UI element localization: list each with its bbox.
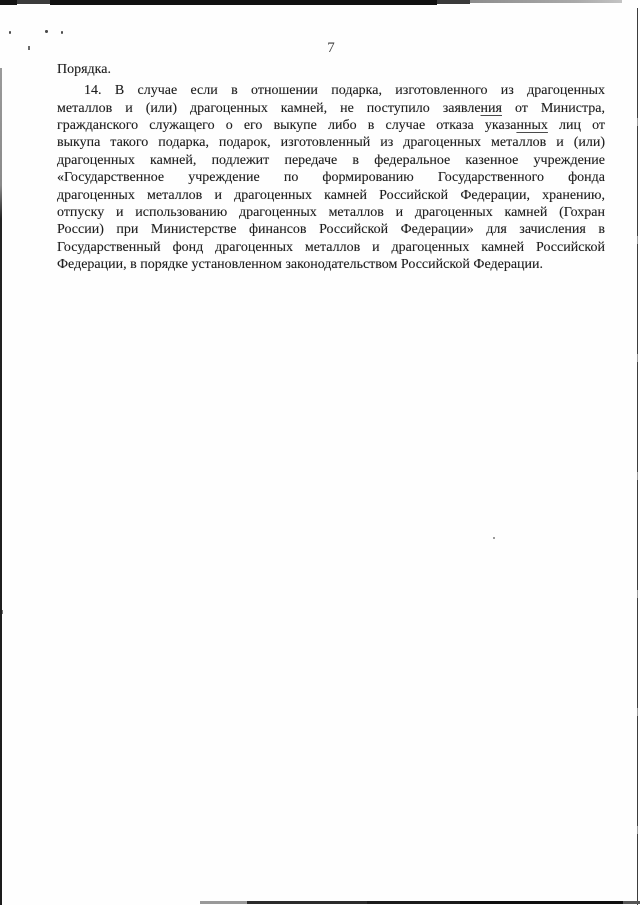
scan-artifact-top-bar xyxy=(470,0,622,3)
scan-speck xyxy=(28,46,30,50)
paragraph-line xyxy=(57,100,605,117)
line-text: металлов и (или) драгоценных камней, не поступило заявле xyxy=(57,100,481,116)
line-text: от Министра, xyxy=(501,100,606,116)
paragraph-last-line: Федерации, в порядке установленном законодательством Российской Федерации. xyxy=(57,257,544,273)
paragraph-line: выкупа такого подарка, подарок, изготовленный из драгоценных металлов и (или) xyxy=(57,135,605,151)
paragraph-end-line: Порядка. xyxy=(57,62,111,77)
underlined-text: ния xyxy=(480,100,502,116)
line-text: гражданского служащего о его выкупе либо в случае отказа указа xyxy=(57,117,517,133)
document-text-block xyxy=(57,61,605,273)
scan-speck xyxy=(45,30,48,33)
paragraph-line: «Государственное учреждение по формированию Государственного фонда xyxy=(57,170,605,186)
scan-artifact-top-bar xyxy=(0,0,17,5)
paragraph-line: России) при Министерстве финансов Российской Федерации» для зачисления в xyxy=(57,222,605,238)
scan-artifact-top-bar xyxy=(437,0,470,4)
paragraph-line: 14. В случае если в отношении подарка, изготовленного из драгоценных xyxy=(84,83,605,99)
paragraph-line: драгоценных камней, подлежит передаче в федеральное казенное учреждение xyxy=(57,152,605,168)
scan-speck xyxy=(9,31,11,34)
scan-artifact-bottom-bar xyxy=(247,901,367,904)
scan-artifact-bottom-bar xyxy=(200,901,247,904)
scan-speck xyxy=(2,610,3,614)
paragraph-line xyxy=(57,117,605,134)
paragraph-line: отпуску и использованию драгоценных металлов и драгоценных камней (Гохран xyxy=(57,204,605,220)
scan-artifact-left-edge-line xyxy=(0,68,2,905)
line-text: лиц от xyxy=(547,117,606,133)
underlined-text: нных xyxy=(516,117,548,133)
scan-artifact-bottom-bar xyxy=(367,901,460,904)
page-number: 7 xyxy=(327,40,335,56)
scan-speck xyxy=(61,31,63,34)
scan-artifact-bottom-bar xyxy=(623,901,640,904)
scan-artifact-top-bar xyxy=(50,0,437,5)
scan-artifact-right-edge-line xyxy=(637,8,639,905)
scan-speck xyxy=(493,537,495,539)
paragraph-line: драгоценных металлов и драгоценных камней Российской Федерации, хранению, xyxy=(57,187,605,203)
paragraph-line: Государственный фонд драгоценных металлов и драгоценных камней Российской xyxy=(57,239,605,255)
scan-artifact-top-bar xyxy=(17,0,50,4)
scan-artifact-bottom-bar xyxy=(460,901,623,905)
